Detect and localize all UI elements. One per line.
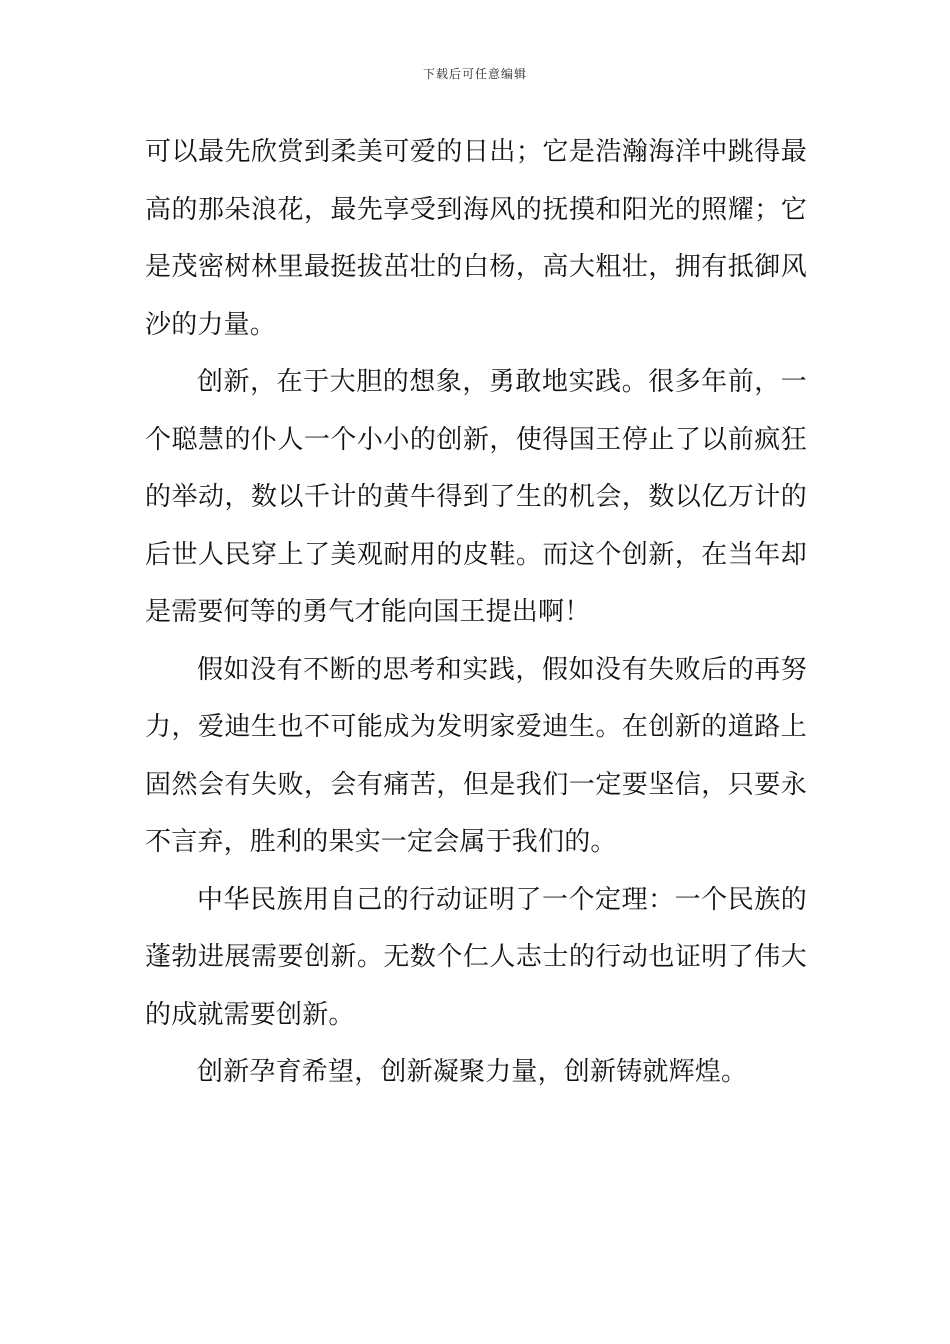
paragraph-4: 中华民族用自己的行动证明了一个定理：一个民族的蓬勃进展需要创新。无数个仁人志士的行动也证明了伟大的成就需要创新。 xyxy=(145,884,807,1030)
paragraph-3: 假如没有不断的思考和实践，假如没有失败后的再努力，爱迪生也不可能成为发明家爱迪生。在创新的道路上固然会有失败，会有痛苦，但是我们一定要坚信，只要永不言弃，胜利的果实一定会属于我们的。 xyxy=(145,654,807,857)
document-body xyxy=(145,124,807,1102)
paragraph-1: 可以最先欣赏到柔美可爱的日出；它是浩瀚海洋中跳得最高的那朵浪花，最先享受到海风的抚摸和阳光的照耀；它是茂密树林里最挺拔茁壮的白杨，高大粗壮，拥有抵御风沙的力量。 xyxy=(145,137,807,340)
page-header: 下载后可任意编辑 xyxy=(422,67,527,81)
paragraph-5: 创新孕育希望，创新凝聚力量，创新铸就辉煌。 xyxy=(197,1057,748,1087)
paragraph-2: 创新，在于大胆的想象，勇敢地实践。很多年前，一个聪慧的仆人一个小小的创新，使得国王停止了以前疯狂的举动，数以千计的黄牛得到了生的机会，数以亿万计的后世人民穿上了美观耐用的皮鞋。而这个创新，在当年却是需要何等的勇气才能向国王提出啊！ xyxy=(145,367,807,627)
